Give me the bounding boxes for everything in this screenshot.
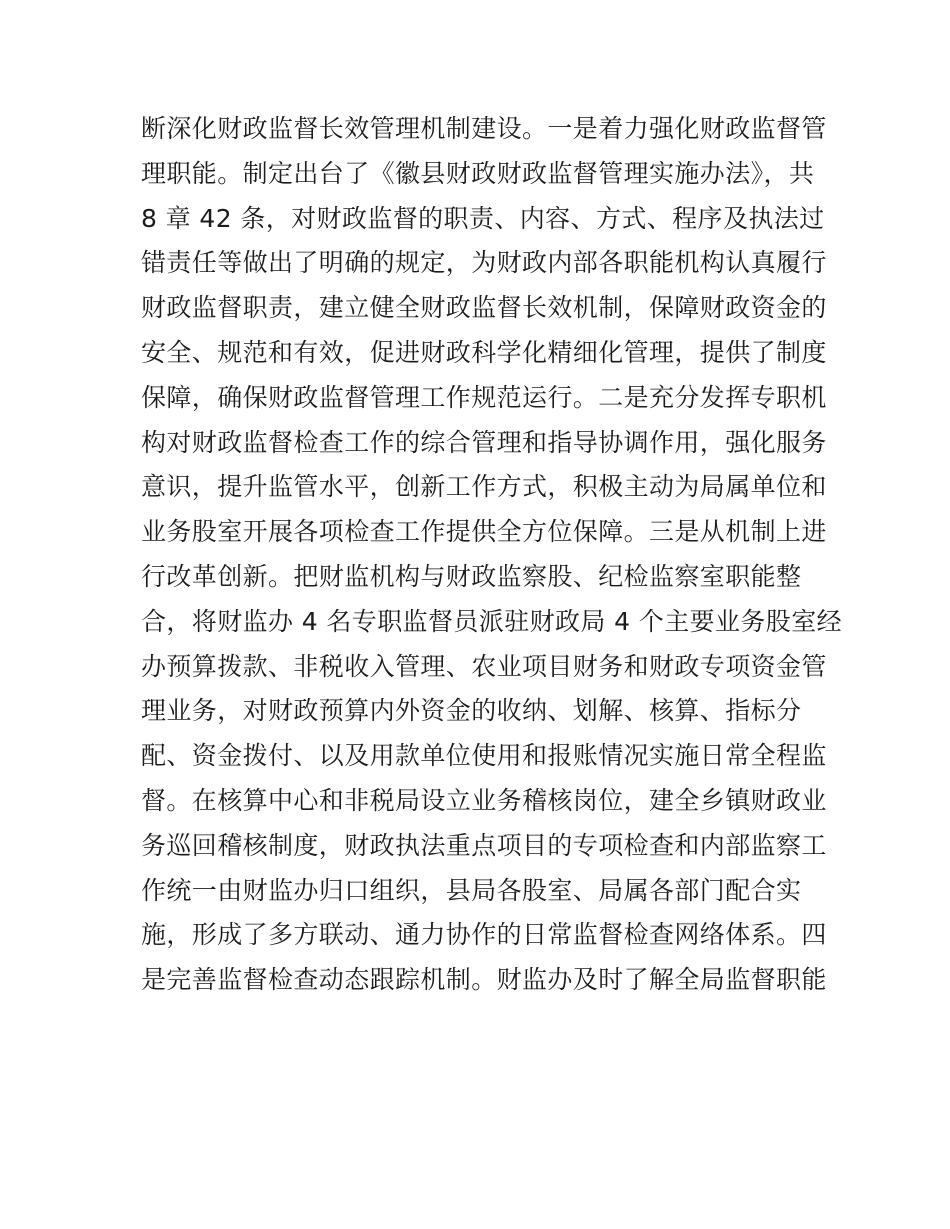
text-line: 行改革创新。把财监机构与财政监察股、纪检监察室职能整 [141, 561, 802, 591]
text-line: 断深化财政监督长效管理机制建设。一是着力强化财政监督管 [141, 114, 827, 143]
text-line: 务巡回稽核制度，财政执法重点项目的专项检查和内部监察工 [141, 830, 827, 860]
text-line: 合，将财监办 4 名专职监督员派驻财政局 4 个主要业务股室经 [141, 606, 843, 636]
text-line: 保障，确保财政监督管理工作规范运行。二是充分发挥专职机 [141, 382, 827, 412]
text-line: 错责任等做出了明确的规定，为财政内部各职能机构认真履行 [141, 248, 827, 278]
text-line: 安全、规范和有效，促进财政科学化精细化管理，提供了制度 [141, 337, 827, 367]
text-line: 作统一由财监办归口组织，县局各股室、局属各部门配合实 [141, 875, 802, 905]
text-line: 财政监督职责，建立健全财政监督长效机制，保障财政资金的 [141, 293, 827, 323]
text-line: 配、资金拨付、以及用款单位使用和报账情况实施日常全程监 [141, 741, 827, 771]
text-line: 施，形成了多方联动、通力协作的日常监督检查网络体系。四 [141, 920, 827, 950]
text-line: 理业务，对财政预算内外资金的收纳、划解、核算、指标分 [141, 696, 802, 726]
text-line: 理职能。制定出台了《徽县财政财政监督管理实施办法》，共 [141, 158, 815, 188]
text-line: 是完善监督检查动态跟踪机制。财监办及时了解全局监督职能 [141, 965, 827, 995]
body-text [141, 107, 843, 1003]
text-line: 构对财政监督检查工作的综合管理和指导协调作用，强化服务 [141, 427, 827, 457]
text-line: 督。在核算中心和非税局设立业务稽核岗位，建全乡镇财政业 [141, 785, 827, 815]
text-line: 业务股室开展各项检查工作提供全方位保障。三是从机制上进 [141, 517, 827, 547]
text-line: 办预算拨款、非税收入管理、农业项目财务和财政专项资金管 [141, 651, 827, 681]
text-line: 8 章 42 条，对财政监督的职责、内容、方式、程序及执法过 [141, 203, 825, 233]
text-line: 意识，提升监管水平，创新工作方式，积极主动为局属单位和 [141, 472, 827, 502]
